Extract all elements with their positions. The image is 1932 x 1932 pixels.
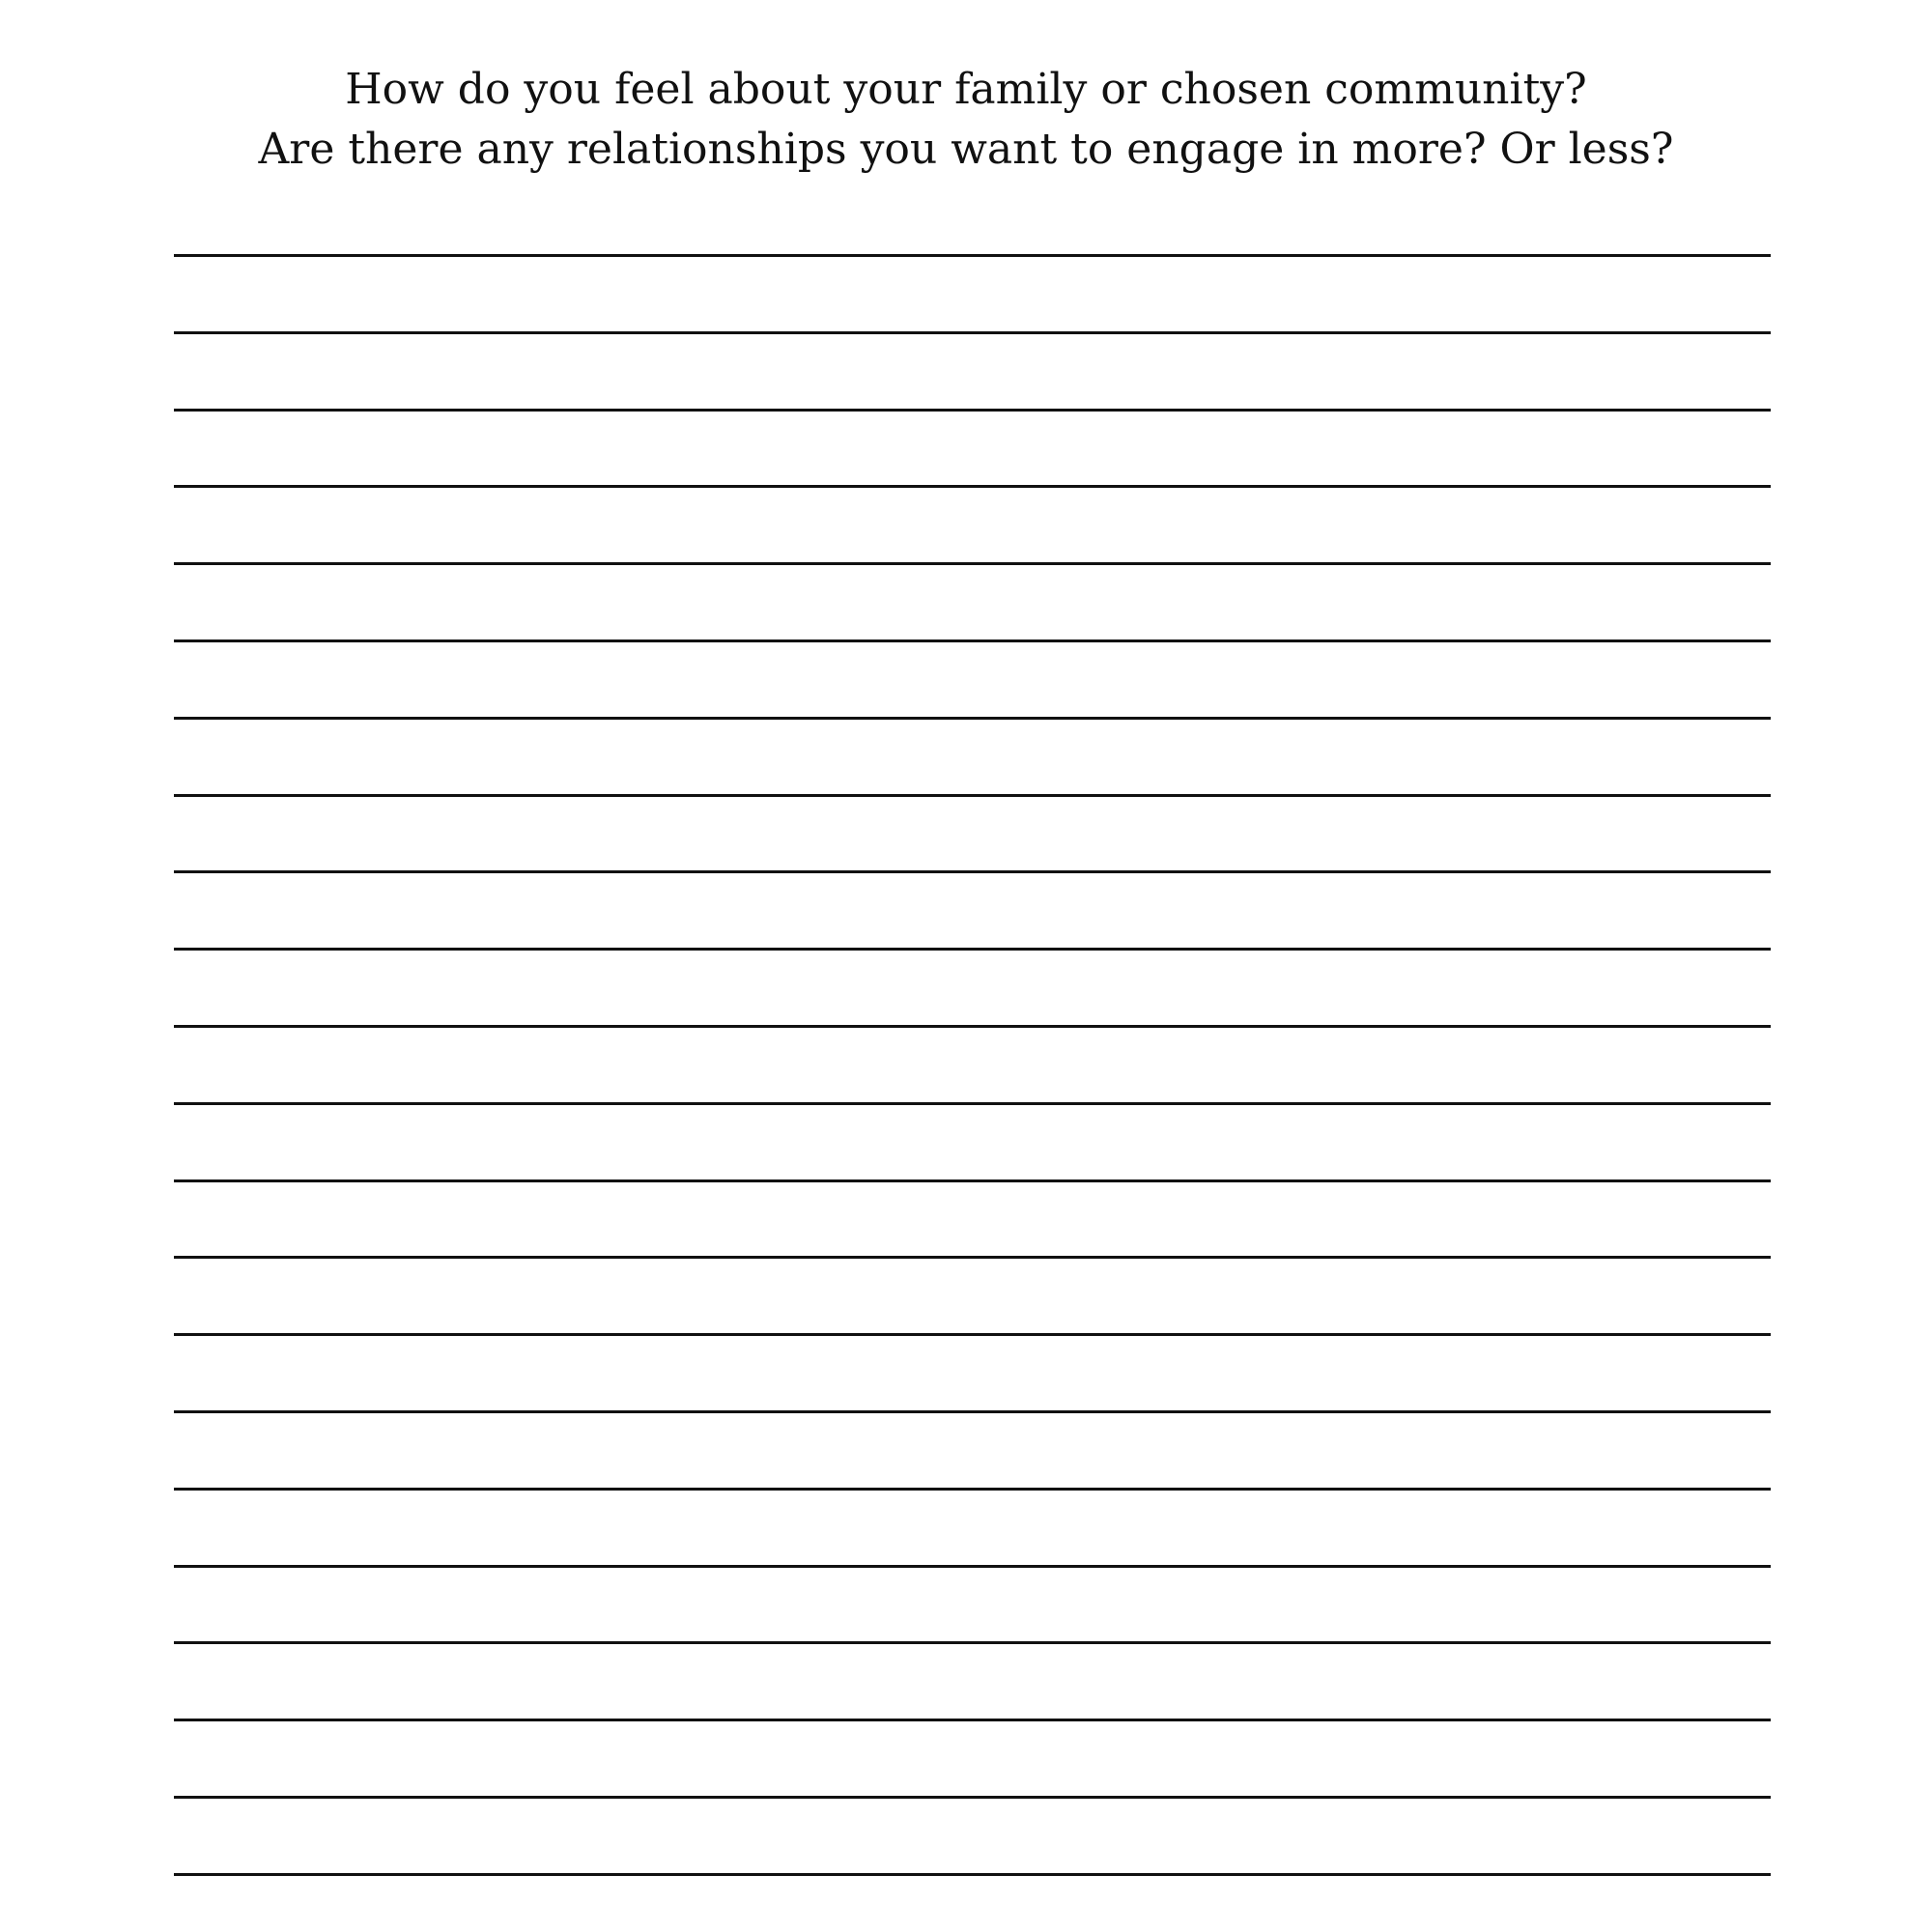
writing-line <box>174 794 1771 797</box>
writing-line <box>174 1796 1771 1799</box>
writing-line <box>174 717 1771 720</box>
writing-line <box>174 1333 1771 1336</box>
writing-line <box>174 1179 1771 1182</box>
writing-line <box>174 1256 1771 1259</box>
writing-line <box>174 1719 1771 1721</box>
writing-line <box>174 485 1771 488</box>
writing-line <box>174 1410 1771 1413</box>
writing-line <box>174 870 1771 873</box>
writing-line <box>174 562 1771 565</box>
writing-line <box>174 1565 1771 1568</box>
writing-line <box>174 409 1771 412</box>
writing-line <box>174 1102 1771 1105</box>
writing-line <box>174 1025 1771 1028</box>
writing-line <box>174 254 1771 257</box>
writing-line <box>174 639 1771 642</box>
writing-line <box>174 331 1771 334</box>
prompt-line-1: How do you feel about your family or chosen community? <box>345 65 1587 114</box>
writing-line <box>174 1488 1771 1491</box>
writing-line <box>174 948 1771 951</box>
writing-line <box>174 1873 1771 1876</box>
writing-line <box>174 1641 1771 1644</box>
prompt-line-2: Are there any relationships you want to engage in more? Or less? <box>258 125 1674 174</box>
